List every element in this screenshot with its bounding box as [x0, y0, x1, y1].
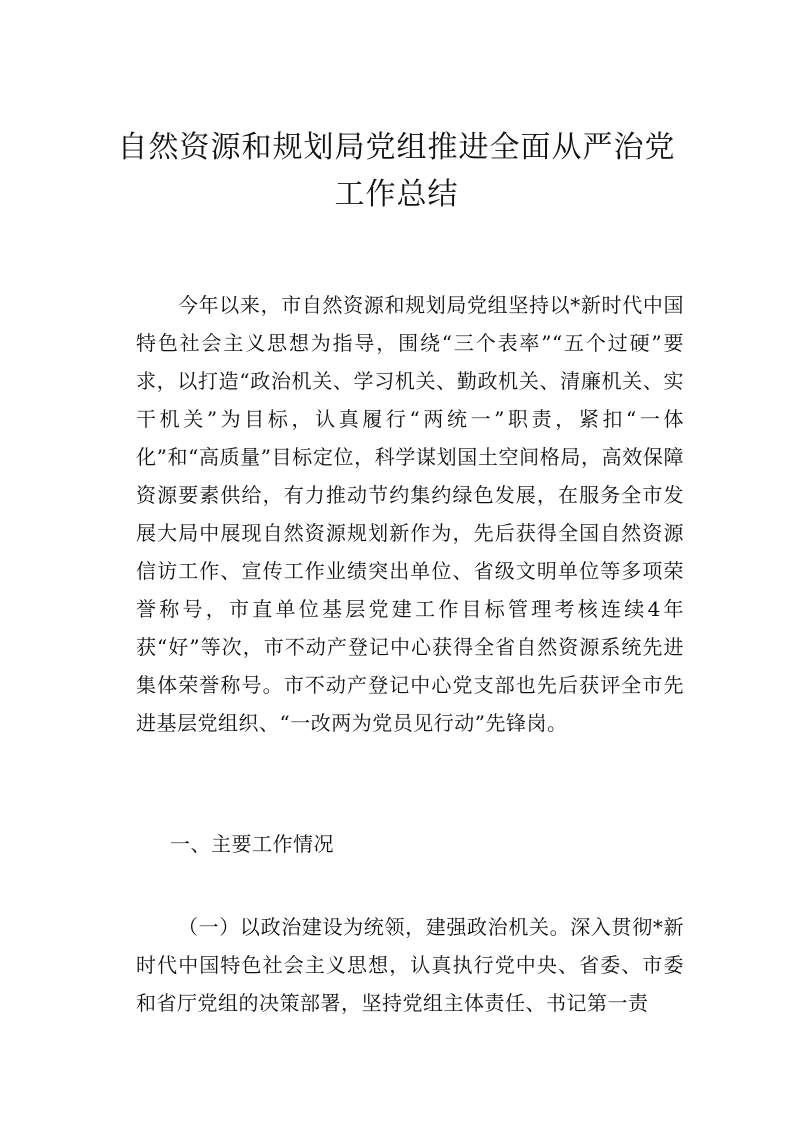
document-title-line-2: 工作总结 — [334, 177, 459, 212]
section-paragraph: （一）以政治建设为统领，建强政治机关。深入贯彻*新时代中国特色社会主义思想，认真执行党中央、省委、市委和省厅党组的决策部署，坚持党组主体责任、书记第一责 — [136, 915, 684, 1015]
section-heading: 一、主要工作情况 — [170, 832, 334, 856]
document-title-line-1: 自然资源和规划局党组推进全面从严治党 — [117, 130, 676, 165]
intro-paragraph: 今年以来，市自然资源和规划局党组坚持以*新时代中国特色社会主义思想为指导，围绕“三个表率”“五个过硬”要求，以打造“政治机关、学习机关、勤政机关、清廉机关、实干机关”为目标，认真履行“两统一”职责，紧扣“一体化”和“高质量”目标定位，科学谋划国土空间格局，高效保障资源要素供给，有力推动节约集约绿色发展，在服务全市发展大局中展现自然资源规划新作为，先后获得全国自然资源信访工作、宣传工作业绩突出单位、省级文明单位等多项荣誉称号，市直单位基层党建工作目标管理考核连续4年获“好”等次，市不动产登记中心获得全省自然资源系统先进集体荣誉称号。市不动产登记中心党支部也先后获评全市先进基层党组织、“一改两为党员见行动”先锋岗。 — [136, 293, 684, 735]
